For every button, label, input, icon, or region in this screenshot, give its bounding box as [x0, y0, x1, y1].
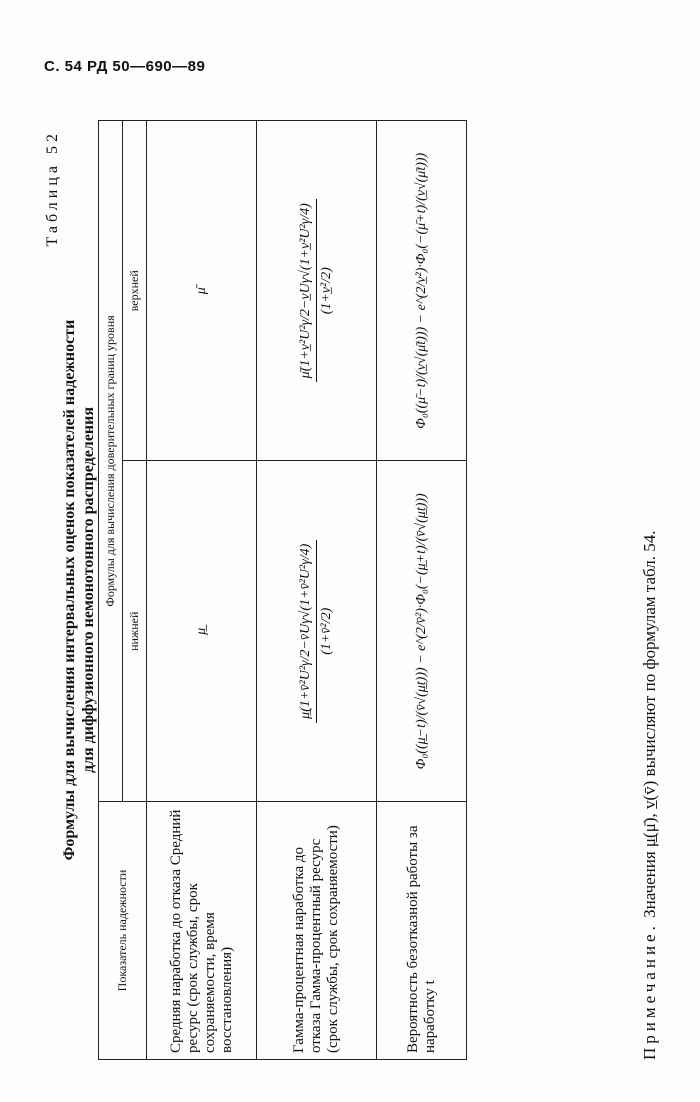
- reliability-table: [98, 120, 467, 1060]
- row-indicator-mean: Средняя наработка до отказа Средний ресурс (срок службы, срок сохраняемости, время восстановления): [147, 802, 257, 1060]
- formula-lower-mean: μ̲: [147, 461, 257, 802]
- header-formulas: Формулы для вычисления доверительных границ уровня: [99, 121, 123, 802]
- table-row: [147, 121, 257, 1060]
- formula-upper-probability: Φ₀((μ̄−t)/(v̲√(μ̄t))) − e^(2/v̲²)·Φ₀(−(μ̄+t)/(v̲√(μ̄t))): [377, 121, 467, 462]
- fraction: [296, 540, 337, 723]
- header-lower: нижней: [123, 461, 147, 802]
- table-note: [640, 531, 660, 1060]
- table-title-line2: для диффузионного немонотонного распределения: [80, 406, 97, 774]
- page-header: С. 54 РД 50—690—89: [44, 58, 206, 75]
- note-prefix: Примечание.: [640, 922, 659, 1060]
- formula-upper-gamma: [257, 121, 377, 462]
- formula-lower-probability: Φ₀((μ̲−t)/(v̄√(μ̲t))) − e^(2/v̄²)·Φ₀(−(μ̲+t)/(v̄√(μ̲t))): [377, 461, 467, 802]
- row-indicator-gamma: Гамма-процентная наработка до отказа Гамма-процентный ресурс (срок службы, срок сохраняемости): [257, 802, 377, 1060]
- table-row: [257, 121, 377, 1060]
- formula-lower-gamma: [257, 461, 377, 802]
- header-upper: верхней: [123, 121, 147, 462]
- row-indicator-probability: Вероятность безотказной работы за наработку t: [377, 802, 467, 1060]
- formula-upper-mean: μ̄: [147, 121, 257, 462]
- table-row: [377, 121, 467, 1060]
- table-title-line1: Формулы для вычисления интервальных оценок показателей надежности: [61, 319, 78, 861]
- fraction-numerator: μ̲(1+v̄²U²γ/2−v̄Uγ√(1+v̄²U²γ/4): [296, 540, 317, 723]
- table-label: Таблица 52: [44, 130, 61, 247]
- fraction: [296, 199, 337, 382]
- note-text: Значения μ̲(μ̄), v̲(v̄) вычисляют по формулам табл. 54.: [640, 530, 659, 918]
- header-indicator: Показатель надежности: [99, 802, 147, 1060]
- table-header-row: [99, 121, 123, 1060]
- fraction-numerator: μ̄(1+v̲²U²γ/2−v̲Uγ√(1+v̲²U²γ/4): [296, 199, 317, 382]
- fraction-denominator: (1+v̄²/2): [319, 607, 334, 655]
- table-title: [60, 120, 98, 1060]
- fraction-denominator: (1+v̲²/2): [319, 267, 334, 315]
- rotated-page-content: [40, 120, 680, 1060]
